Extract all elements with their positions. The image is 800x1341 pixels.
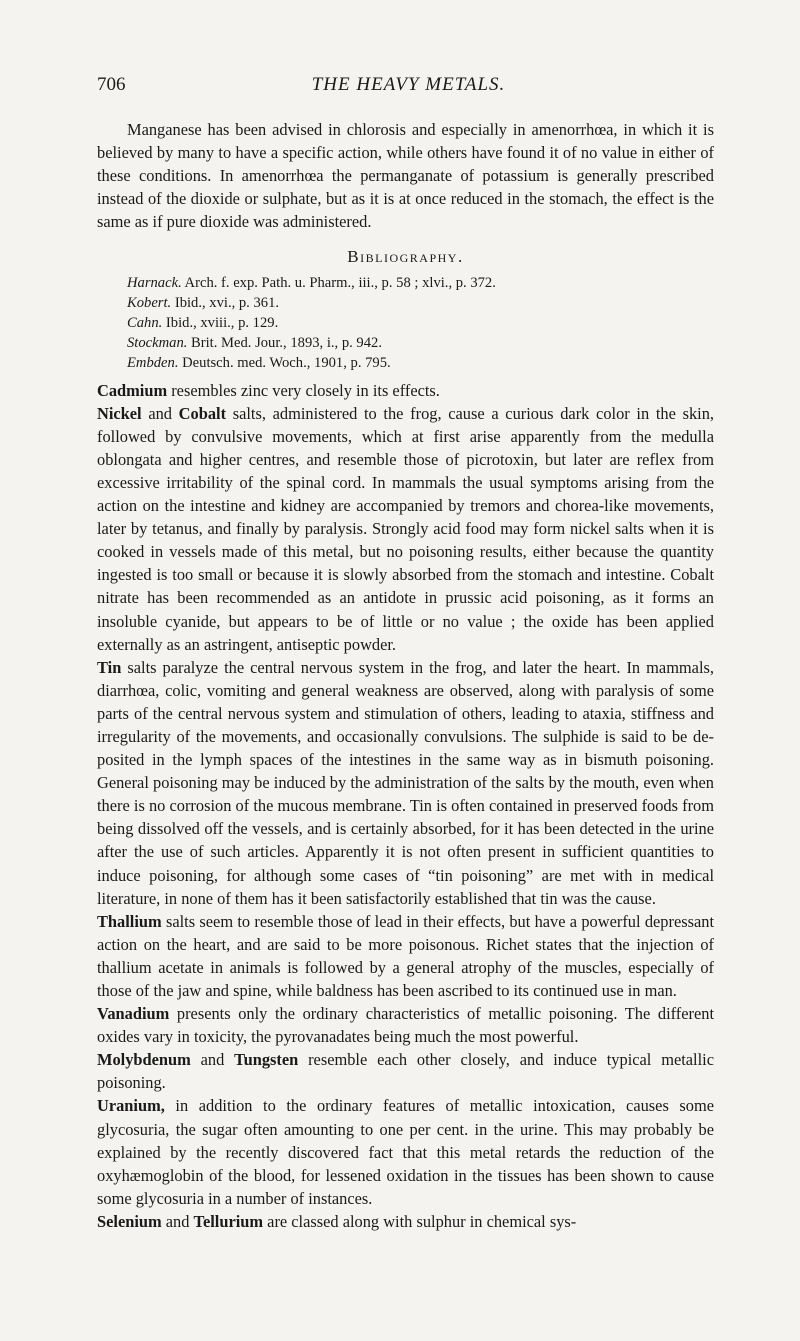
entry-term-second: Cobalt <box>178 403 227 423</box>
entry-term-second: Tungsten <box>234 1050 299 1070</box>
running-title: THE HEAVY METALS. <box>311 74 506 95</box>
bibliography-author: Embden. <box>127 354 179 371</box>
bibliography-entry <box>127 313 714 333</box>
bibliography-reference: Ibid., xviii., p. 129. <box>162 314 279 331</box>
entry-term: Tin <box>97 657 122 677</box>
bibliography-list <box>127 273 714 373</box>
entry-connector: and <box>141 403 179 423</box>
entry-text: resemble each other closely, and induce typical metallic poisoning. <box>97 1050 714 1093</box>
entry-molybdenum-tungsten <box>97 1048 714 1094</box>
entry-nickel-cobalt <box>97 402 714 656</box>
entry-text: salts paralyze the central nervous system in the frog, and later the heart. In mammals, diarrhœa, colic, vomiting and general weakness are observed, along with paralysis of some parts of the central nervous system and stimulation of others, leading to ataxia, stiffness and irregularity of the movements, and occasionally convulsions. The sulphide is said to be deposited in the lymph spaces of the intestines in the same way as in bismuth poisoning. General poisoning may be induced by the administration of the salts by the mouth, even when there is no corrosion of the mucous membrane. Tin is often contained in preserved foods from being dissolved off the vessels, and is certainly absorbed, for it has been detected in the urine after the use of such articles. Apparently it is not often present in sufficient quantities to induce poisoning, for although some cases of “tin poisoning” are met with in medical literature, in none of them has it been satisfactorily established that tin was the cause. <box>97 657 714 908</box>
entry-text: in addition to the ordinary features of metallic intoxication, causes some glycosuria, the sugar often amounting to one per cent. in the urine. This may probably be explained by the recently discovered fact that this metal retards the reduction of the oxyhæmoglobin of the blood, for lessened oxidation in the tissues has been shown to cause some glycosuria in a number of instances. <box>97 1096 714 1208</box>
entry-connector: and <box>161 1211 194 1231</box>
bibliography-entry <box>127 293 714 313</box>
entry-text: are classed along with sulphur in chemical sys- <box>263 1211 577 1231</box>
entry-text: presents only the ordinary characteristics of metallic poisoning. The different oxides vary in toxicity, the pyrovanadates being much the most powerful. <box>97 1004 714 1047</box>
bibliography-entry <box>127 273 714 293</box>
bibliography-author: Stockman. <box>127 334 188 351</box>
bibliography-heading: Bibliography. <box>347 247 464 267</box>
bibliography-reference: Brit. Med. Jour., 1893, i., p. 942. <box>187 334 382 351</box>
entry-term: Thallium <box>97 911 162 931</box>
bibliography-reference: Deutsch. med. Woch., 1901, p. 795. <box>178 354 391 371</box>
page-header <box>97 74 720 100</box>
bibliography-author: Kobert. <box>127 294 172 311</box>
entry-text: salts, administered to the frog, cause a curious dark color in the skin, followed by convulsive movements, which at first arise apparently from the medulla oblongata and higher centres, and resemble those of picrotoxin, but later are reflex from excessive irritability of the spinal cord. In mammals the usual symptoms arising from the action on the intestine and kidney are accompanied by tremors and chorea-like movements, later by tetanus, and finally by paralysis. Strongly acid food may form nickel salts when it is cooked in vessels made of this metal, but no poisoning results, either because the quantity ingested is too small or because it is slowly absorbed from the stomach and intestine. Cobalt nitrate has been recommended as an antidote in prussic acid poisoning, as it forms an insoluble cyanide, but appears to be of little or no value ; the oxide has been applied externally as an astringent, antiseptic powder. <box>97 403 714 654</box>
page-body <box>97 118 714 1233</box>
entry-text: resembles zinc very closely in its effects. <box>167 380 440 400</box>
entry-term: Molybdenum <box>97 1050 191 1070</box>
intro-paragraph: Manganese has been advised in chlorosis and especially in amenorrhœa, in which it is believed by many to have a specific action, while others have found it of no value in either of these conditions. In amenorrhœa the permanganate of potassium is generally prescribed instead of the dioxide or sulphate, but as it is at once reduced in the stomach, the effect is the same as if pure dioxide was administered. <box>97 120 714 232</box>
entry-uranium <box>97 1094 714 1209</box>
entry-text: salts seem to resemble those of lead in their effects, but have a powerful depressant action on the heart, and are said to be more poisonous. Richet states that the injection of thallium acetate in animals is followed by a general atrophy of the muscles, especially of those of the jaw and spine, while baldness has been ascribed to its continued use in man. <box>97 911 714 1000</box>
entry-term-second: Tellurium <box>193 1211 264 1231</box>
entry-term: Nickel <box>97 403 142 423</box>
bibliography-author: Harnack. <box>127 274 182 291</box>
bibliography-reference: Arch. f. exp. Path. u. Pharm., iii., p. 58 ; xlvi., p. 372. <box>181 274 496 291</box>
bibliography-author: Cahn. <box>127 314 163 331</box>
entry-tin <box>97 656 714 910</box>
entry-term: Cadmium <box>97 380 168 400</box>
entry-connector: and <box>190 1050 235 1070</box>
entry-vanadium <box>97 1002 714 1048</box>
entry-selenium-tellurium <box>97 1210 714 1233</box>
entry-term: Selenium <box>97 1211 162 1231</box>
bibliography-entry <box>127 333 714 353</box>
page-number: 706 <box>97 74 126 95</box>
entry-cadmium <box>97 379 714 402</box>
entry-term: Vanadium <box>97 1004 170 1024</box>
bibliography-entry <box>127 353 714 373</box>
entry-thallium <box>97 910 714 1002</box>
entry-term: Uranium, <box>97 1096 165 1116</box>
bibliography-reference: Ibid., xvi., p. 361. <box>171 294 280 311</box>
